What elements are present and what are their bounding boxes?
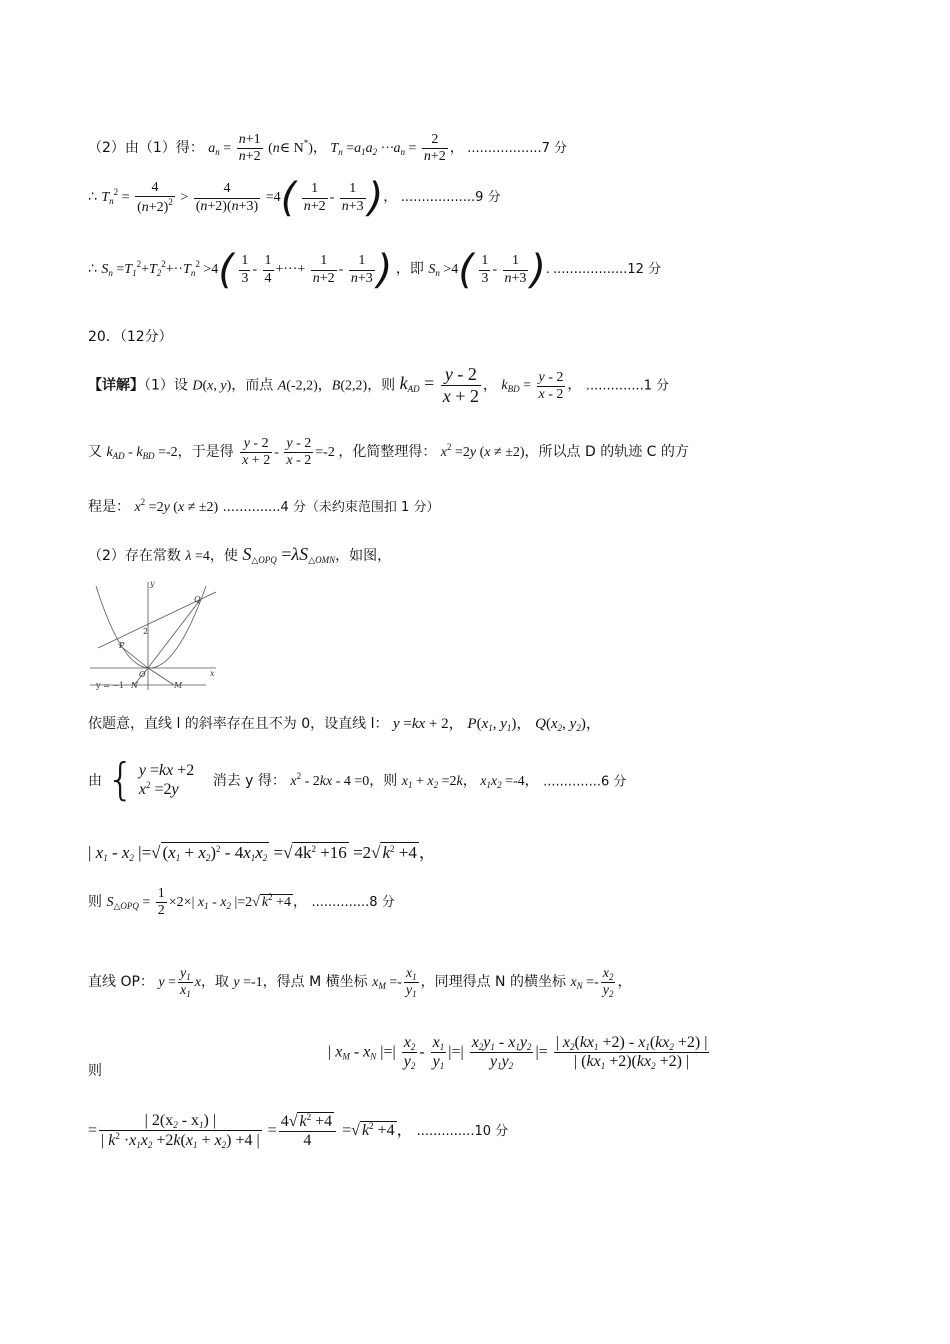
huajian-text: ，化简整理得： [338, 443, 437, 460]
formula-kad: $k_{AD}$ = $\frac{y - 2}{x + 2}$ [399, 364, 479, 406]
line-part2-lambda: （2）存在常数 λ =4，使 $S_{\triangle OPQ} =\lambda S_{\triangle OMN}$，如图， [88, 544, 392, 565]
line-set-l: 依题意，直线 l 的斜率存在且不为 0，设直线 l： y =kx + 2， $P(x_1$, $y_1$)， $Q(x_2$, $y_2$)， [88, 716, 601, 733]
label-p: P [119, 641, 125, 650]
rutu-text: ，如图， [335, 548, 392, 564]
formula-tn2: $T_n^2$ = $\frac{4}{(n+2)^2}$ > $\frac{4}{(n+2)(n+3)}$ =4( $\frac{1}{n+2}$ - $\frac{1}{n+3}$ )， [101, 175, 398, 221]
line-abs-diff: | $x_1 - x_2$ |=√ $(x_1 + x_2)^2 - 4x_1x_2$ =√ $4k^2 +16 =2√$ $k^2 +4$ ， [88, 843, 436, 863]
ze2-text: 则 [88, 893, 102, 910]
line-final: = $\frac{| 2(x_2 - x_1) |}{| k^2 \cdot x_1x_2 +2k(x_1 + x_2) +4 |}$ = $\frac{4√ k^2 +4}{4}$ =√ $k^2 +4$ ， ..............10 分 [88, 1112, 509, 1151]
line-op-text: 直线 OP： [88, 974, 154, 991]
detail-text1: （1）设 [144, 377, 188, 394]
formula-sn: $S_n =T_1^2+T_2^2+\cdot\cdot T_n^2 >4$( $\frac{1}{3}$ - $\frac{1}{4}$ +···+ $\frac{1}{n+2}$ - $\frac{1}{n+3}$ ) [101, 247, 393, 293]
xiaoqu-text: 消去 y 得： [212, 773, 286, 789]
formula-sn-result: $S_n >4$( $\frac{1}{3}$ - $\frac{1}{n+3}$ ). [428, 247, 550, 293]
line-tn-squared [88, 175, 788, 221]
tongli-text: ，同理得点 N 的横坐标 [420, 974, 566, 991]
line-equation-c: 程是： $x^2 =2y$ (x ≠ ±2) ..............4 分（未约束范围扣 1 分） [88, 497, 440, 515]
problem-20-title: 20．（12分） [88, 329, 173, 345]
label-n: N [131, 681, 138, 690]
part2-intro: （2）由（1）得： [88, 139, 204, 156]
line-kad-kbd: 又 $k_{AD} - k_{BD} =-2$，于是得 $\frac{y - 2}{x + 2}$ - $\frac{y - 2}{x - 2}$ =-2 ，化简整理得： $x^2 =2y$ (x ≠ ±2)，所以点 D 的轨迹 C 的方 [88, 436, 689, 469]
label-2: 2 [143, 627, 149, 636]
you-text: 又 [88, 443, 102, 460]
parabola-figure [88, 578, 218, 694]
dedian-text: ，得点 M 横坐标 [262, 974, 368, 991]
score-7: ..................7 分 [467, 140, 568, 156]
label-m: M [174, 681, 183, 690]
label-y-minus-1: y = −1 [96, 681, 125, 690]
line-xm-xn: | $x_M - x_N$ |=| $\frac{x_2}{y_2}$ - $\frac{x_1}{y_1}$ |=| $\frac{x_2y_1 - x_1y_2}{y_1y_2}$ |= $\frac{| x_2(kx_1 +2) - x_1(kx_2 +2) |}{| (kx_1 +2)(kx_2 +2) |}$ [328, 1034, 708, 1072]
therefore-2: ∴ [88, 261, 97, 278]
chengshi-text: 程是： [88, 499, 130, 515]
shi-text: ，使 [209, 548, 238, 564]
ji-text: ，即 [395, 261, 424, 278]
score-4: ..............4 分（未约束范围扣 1 分） [222, 500, 440, 515]
score-6: ..............6 分 [543, 774, 627, 790]
suoyi-text: ，所以点 D 的轨迹 C 的方 [524, 443, 689, 460]
label-o: O [139, 670, 146, 679]
line-system: 由 { y =kx +2 $x^2 =2y$ 消去 y 得： $x^2 - 2kx - 4 =0$，则 $x_1 + x_2 =2k$， $x_1x_2 =-4$， ..............6 分 [88, 754, 627, 805]
part2-b: （2）存在常数 [88, 548, 181, 564]
segment-oq [148, 600, 200, 668]
line-detail: 【详解】（1）设 D(x, y)，而点 A(-2,2)，B(2,2)，则 $k_{AD}$ = $\frac{y - 2}{x + 2}$ ， $k_{BD}$ = $\frac{y - 2}{x - 2}$ ， ..............1 分 [88, 364, 670, 406]
yitiyi-text: 依题意，直线 l 的斜率存在且不为 0，设直线 l： [88, 716, 389, 732]
score-8: ..............8 分 [311, 894, 395, 910]
detail-text3: ，则 [367, 377, 396, 394]
therefore-1: ∴ [88, 189, 97, 206]
score-12: ..................12 分 [553, 262, 662, 278]
qu-text: ，取 [200, 974, 229, 991]
line-op: 直线 OP： y = $\frac{y_1}{x_1}$ x，取 y =-1，得点 M 横坐标 $x_M$ =- $\frac{x_1}{y_1}$ ，同理得点 N 的横坐标 $x_N$ =- $\frac{x_2}{y_2}$ ， [88, 966, 632, 1000]
detail-text2: ，而点 [231, 377, 274, 394]
ze-text: ，则 [369, 773, 398, 789]
score-1: ..............1 分 [585, 378, 670, 394]
formula-kbd: $k_{BD}$ = $\frac{y - 2}{x - 2}$ ， [501, 369, 582, 402]
line-sn [88, 247, 848, 293]
ze3-text: 则 [88, 1063, 102, 1079]
segment-om [148, 668, 174, 685]
line-area-opq: 则 $S_{\triangle OPQ}$ = $\frac{1}{2}$ ×2×| $x_1 - x_2$ |=2√ $k^2 +4$ ， ..............8 分 [88, 886, 395, 919]
score-10: ..............10 分 [416, 1124, 509, 1140]
label-x: x [210, 669, 215, 678]
formula-an: $a_n$ = $\frac{n+1}{n+2}$ (n∈ N*)， $T_n =a_1a_2 \cdot\cdot\cdot a_n$ = $\frac{2}{n+2}$ ， [208, 132, 464, 165]
you2-text: 由 [88, 773, 102, 789]
detail-label: 【详解】 [88, 377, 144, 394]
line-part2-an [88, 132, 788, 165]
parabola-curve [96, 586, 206, 668]
score-9: ..................9 分 [400, 190, 501, 206]
yushi-text: ，于是得 [177, 443, 234, 460]
label-y: y [150, 579, 155, 588]
label-q: Q [194, 595, 201, 604]
